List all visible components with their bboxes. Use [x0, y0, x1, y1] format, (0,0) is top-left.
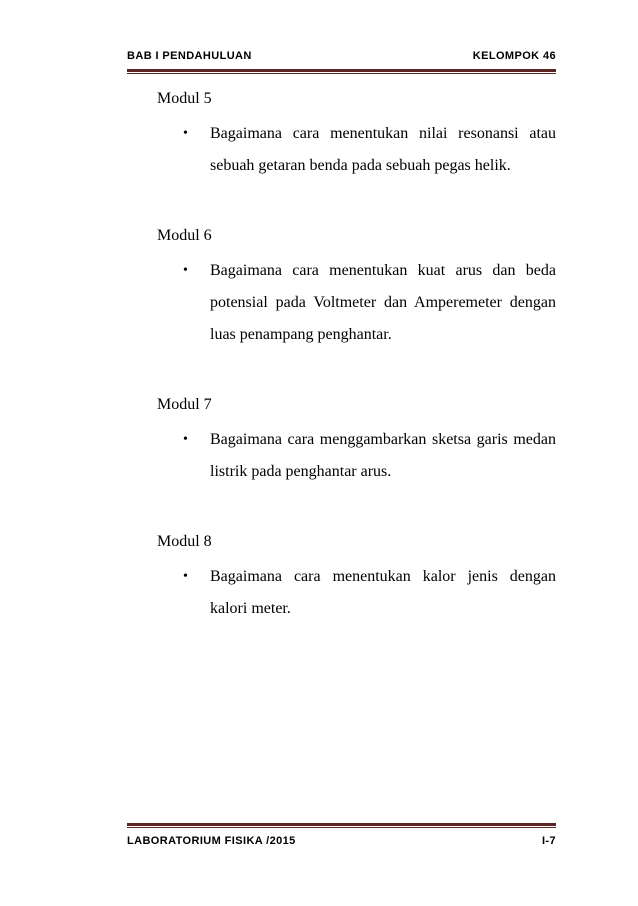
footer-divider-thick: [127, 823, 556, 826]
modul-title: Modul 7: [157, 396, 212, 413]
section-spacer: [157, 351, 556, 394]
modul-title: Modul 6: [157, 227, 212, 244]
footer-lab-label: LABORATORIUM FISIKA /2015: [127, 835, 296, 847]
list-item: [157, 424, 556, 488]
bullet-icon: •: [183, 432, 188, 447]
header-divider-thin: [127, 73, 556, 74]
list-item-text: Bagaimana cara menentukan nilai resonansi atau sebuah getaran benda pada sebuah pegas helik.: [210, 125, 556, 174]
header-group-label: KELOMPOK 46: [472, 50, 556, 62]
section-spacer: [157, 182, 556, 225]
footer-divider-thin: [127, 827, 556, 828]
header-divider: [127, 69, 556, 75]
section-modul-7: [157, 394, 556, 488]
bullet-icon: •: [183, 126, 188, 141]
footer-divider: [127, 823, 556, 829]
page-header: [127, 50, 556, 66]
modul-title: Modul 5: [157, 90, 212, 107]
list-item: [157, 118, 556, 182]
page-footer: [127, 835, 556, 851]
header-divider-thick: [127, 69, 556, 72]
list-item: [157, 255, 556, 351]
section-modul-5: [157, 88, 556, 182]
list-item: [157, 561, 556, 625]
page-body: [157, 88, 556, 625]
bullet-icon: •: [183, 263, 188, 278]
section-modul-6: [157, 225, 556, 351]
header-chapter-title: BAB I PENDAHULUAN: [127, 50, 252, 62]
page-number: I-7: [541, 835, 556, 847]
modul-title: Modul 8: [157, 533, 212, 550]
section-modul-8: [157, 531, 556, 625]
list-item-text: Bagaimana cara menggambarkan sketsa garis medan listrik pada penghantar arus.: [210, 431, 556, 480]
list-item-text: Bagaimana cara menentukan kuat arus dan beda potensial pada Voltmeter dan Amperemeter dengan luas penampang penghantar.: [210, 262, 556, 343]
list-item-text: Bagaimana cara menentukan kalor jenis dengan kalori meter.: [210, 568, 556, 617]
section-spacer: [157, 488, 556, 531]
bullet-icon: •: [183, 569, 188, 584]
